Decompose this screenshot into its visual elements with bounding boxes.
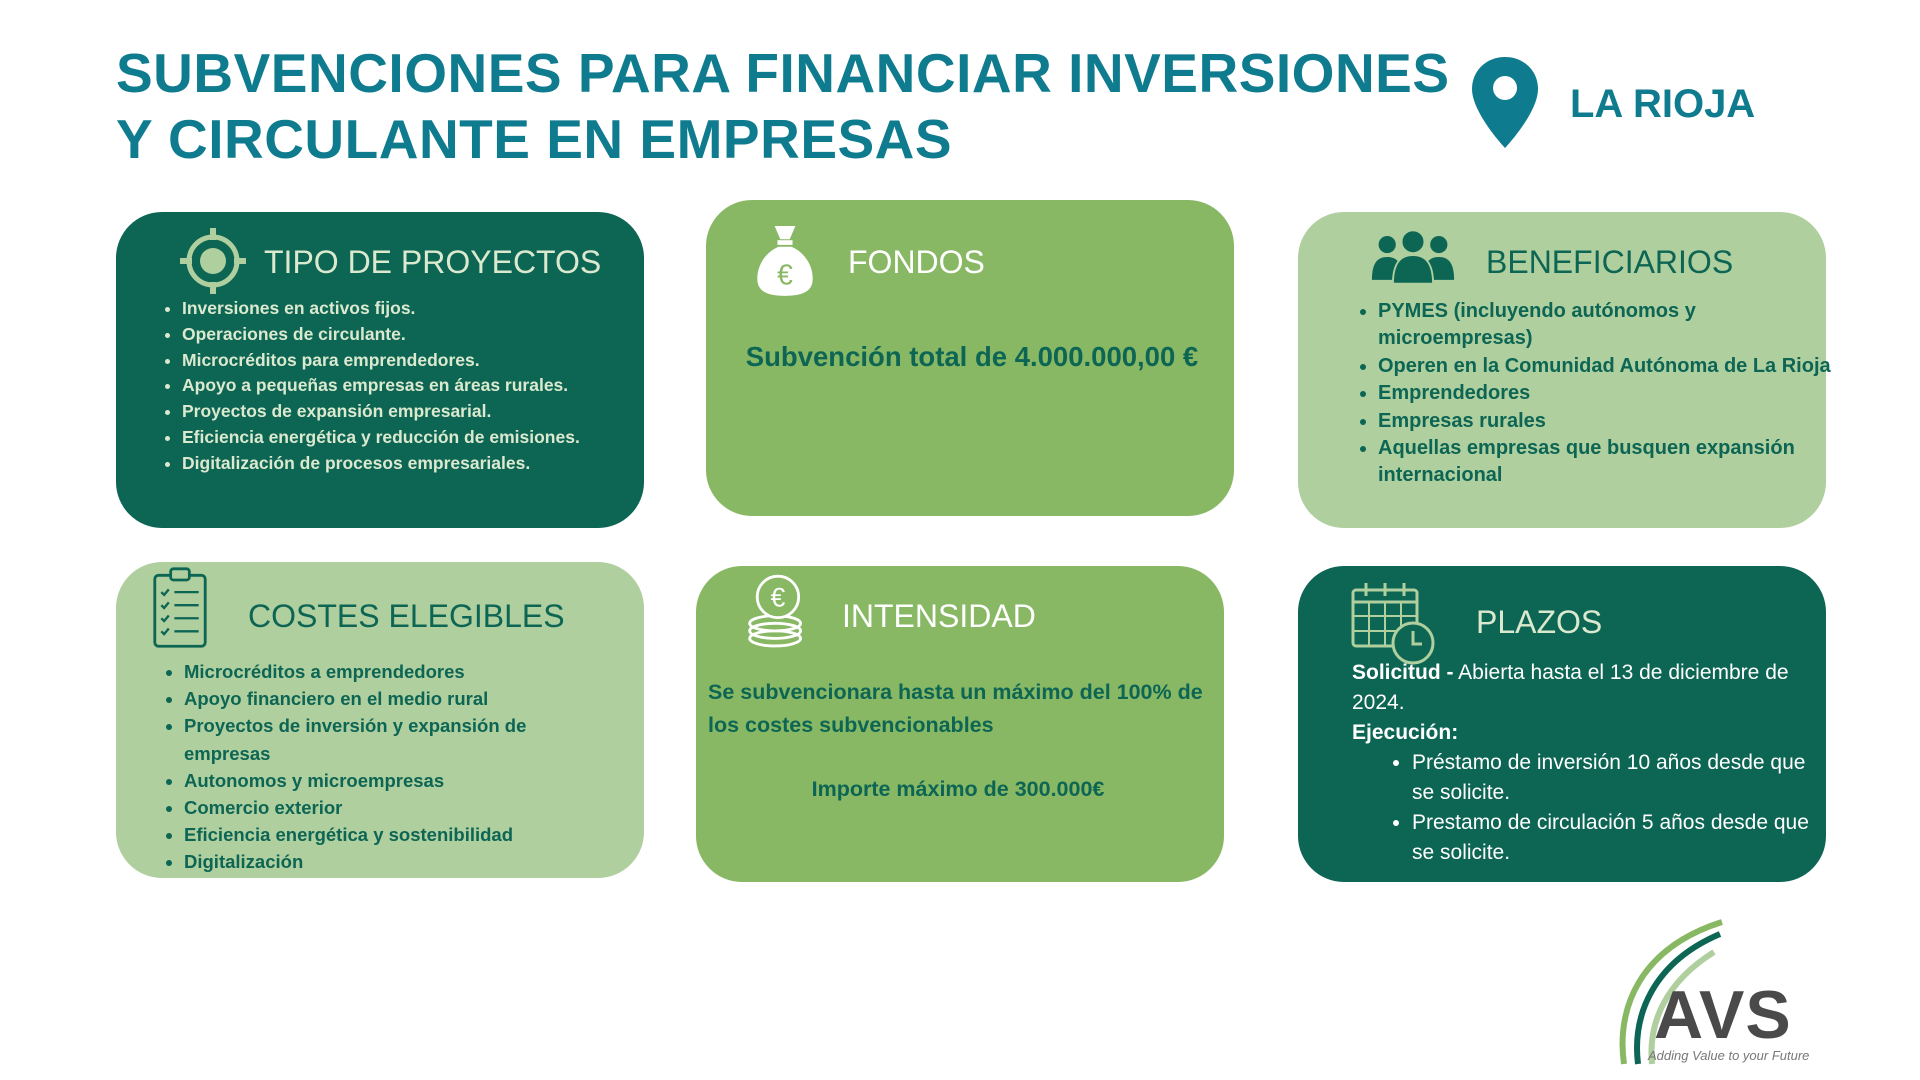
- list-item: • Microcréditos a emprendedores: [184, 658, 604, 685]
- list-item: • Comercio exterior: [184, 794, 604, 821]
- beneficiarios-title: BENEFICIARIOS: [1486, 244, 1734, 280]
- plazos-ejecucion-label: Ejecución:: [1352, 721, 1459, 744]
- list-item: • Operen en la Comunidad Autónoma de La Rioja: [1378, 353, 1838, 380]
- list-item: • Préstamo de inversión 10 años desde que se solicite.: [1412, 748, 1832, 808]
- list-item: • Prestamo de circulación 5 años desde que se solicite.: [1412, 808, 1832, 868]
- solicitud-text: Abierta hasta el 13 de diciembre de 2024.: [1352, 661, 1789, 714]
- svg-text:€: €: [770, 582, 786, 613]
- costes-elegibles-list: [162, 658, 604, 876]
- calendar-clock-icon: [1350, 580, 1436, 666]
- plazos-ejecucion-list: [1390, 748, 1832, 868]
- plazos-title: PLAZOS: [1476, 604, 1603, 640]
- page-title-line-2: Y CIRCULANTE EN EMPRESAS: [116, 108, 953, 170]
- intensidad-card: [696, 566, 1224, 882]
- list-item: • Operaciones de circulante.: [182, 322, 612, 348]
- location-pin-icon: [1470, 55, 1540, 150]
- list-item: • Proyectos de inversión y expansión de empresas: [184, 712, 604, 766]
- list-item: • Digitalización: [184, 848, 604, 875]
- list-item: • Proyectos de expansión empresarial.: [182, 399, 612, 425]
- list-item: • Emprendedores: [1378, 380, 1838, 407]
- plazos-solicitud: [1352, 658, 1792, 718]
- target-icon: [178, 226, 248, 296]
- list-item: • Apoyo a pequeñas empresas en áreas rurales.: [182, 373, 612, 399]
- list-item: • PYMES (incluyendo autónomos y microempresas): [1378, 298, 1838, 353]
- page-title-line-1: SUBVENCIONES PARA FINANCIAR INVERSIONES: [116, 42, 1450, 104]
- people-group-icon: [1370, 228, 1456, 286]
- list-item: • Eficiencia energética y reducción de emisiones.: [182, 425, 612, 451]
- location-label: LA RIOJA: [1570, 82, 1756, 126]
- beneficiarios-card: [1298, 212, 1831, 528]
- solicitud-label: Solicitud -: [1352, 661, 1454, 684]
- costes-elegibles-card: [116, 562, 644, 878]
- fondos-text: Subvención total de 4.000.000,00 €: [745, 341, 1199, 372]
- tipo-proyectos-list: [160, 296, 612, 477]
- logo-name: AVS: [1654, 977, 1792, 1053]
- intensidad-text: Se subvencionara hasta un máximo del 100% de los costes subvencionables: [708, 680, 1203, 737]
- list-item: • Aquellas empresas que busquen expansión internacional: [1378, 435, 1838, 490]
- logo-tagline: Adding Value to your Future: [1648, 1048, 1810, 1063]
- intensidad-title: INTENSIDAD: [842, 598, 1036, 634]
- list-item: • Microcréditos para emprendedores.: [182, 348, 612, 374]
- coin-stack-icon: [744, 574, 810, 650]
- tipo-proyectos-title: TIPO DE PROYECTOS: [264, 244, 602, 280]
- svg-text:€: €: [777, 258, 793, 291]
- list-item: • Autonomos y microempresas: [184, 767, 604, 794]
- tipo-proyectos-card: [116, 212, 644, 528]
- money-bag-icon: [752, 222, 818, 298]
- avs-logo: [1610, 918, 1830, 1068]
- list-item: • Apoyo financiero en el medio rural: [184, 685, 604, 712]
- list-item: • Empresas rurales: [1378, 408, 1838, 435]
- list-item: • Digitalización de procesos empresariales.: [182, 451, 612, 477]
- plazos-card: [1298, 566, 1826, 882]
- fondos-title: FONDOS: [848, 244, 985, 280]
- beneficiarios-list: [1356, 298, 1838, 490]
- clipboard-checklist-icon: [152, 564, 208, 652]
- list-item: • Inversiones en activos fijos.: [182, 296, 612, 322]
- page-title: [116, 40, 1456, 172]
- intensidad-importe: Importe máximo de 300.000€: [811, 777, 1105, 801]
- list-item: • Eficiencia energética y sostenibilidad: [184, 821, 604, 848]
- fondos-card: [706, 200, 1234, 516]
- costes-elegibles-title: COSTES ELEGIBLES: [248, 598, 565, 634]
